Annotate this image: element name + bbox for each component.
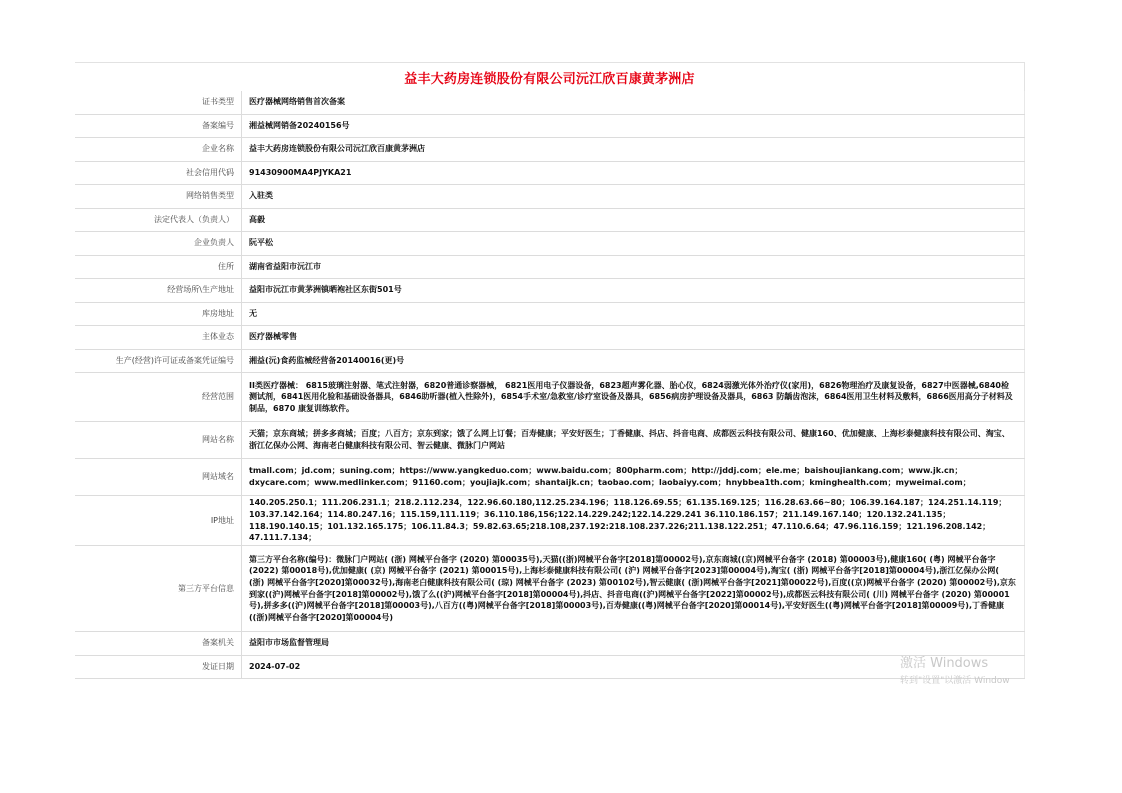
field-label: 网络销售类型 [75,185,242,209]
field-label: 发证日期 [75,655,242,679]
row-warehouse-address [75,302,1025,326]
field-label: 经营场所\生产地址 [75,279,242,303]
row-business-scope [75,373,1025,422]
field-value: tmall.com；jd.com；suning.com；https://www.yangkeduo.com；www.baidu.com；800pharm.com；http://jddj.com；ele.me；baishoujiankang.com；www.jk.cn；dxycare.com；www.medlinker.com；91160.com；youjiajk.com；shantaijk.cn；taobao.com；laobaiyy.com；hnybbea1th.com；kminghealth.com；myweimai.com； [242,459,1025,496]
field-label: 法定代表人（负责人） [75,208,242,232]
row-enterprise-head [75,232,1025,256]
row-record-number [75,114,1025,138]
field-value: 第三方平台名称(编号)：微脉门户网站( (浙) 网械平台备字 (2020) 第00035号),天猫((浙)网械平台备字[2018]第00002号),京东商城((京)网械平台备字 (2018) 第00003号),健康160( (粤) 网械平台备字 (2022) 第00018号),优加健康( (京) 网械平台备字 (2021) 第00015号),上海杉泰健康科技有限公司( (沪) 网械平台备字[2023]第00004号),淘宝( (浙) 网械平台备字[2018]第00004号),浙江亿保办公网( (浙) 网械平台备字[2020]第00032号),海南老白健康科技有限公司( (琼) 网械平台备字 (2023) 第00102号),智云健康( (浙)网械平台备字[2021]第00022号),百度((京)网械平台备字 (2020) 第00002号),京东到家((沪)网械平台备字[2018]第00002号),饿了么((沪)网械平台备字[2018]第00004号),抖店、抖音电商((沪)网械平台备字[2022]第00002号),成都医云科技有限公司( (川) 网械平台备字 (2020) 第00001号),拼多多((沪)网械平台备字[2018]第00003号),八百方((粤)网械平台备字[2018]第00003号),百寿健康((粤)网械平台备字[2020]第00014号),平安好医生((粤)网械平台备字[2018]第00009号),丁香健康((浙)网械平台备字[2020]第00004号) [242,546,1025,632]
row-business-address [75,279,1025,303]
row-third-party-platforms [75,546,1025,632]
field-label: 经营范围 [75,373,242,422]
row-domicile [75,255,1025,279]
field-label: 网站域名 [75,459,242,496]
row-ip-addresses [75,496,1025,546]
watermark-line2: 转到"设置"以激活 Window [900,676,1010,686]
field-value: 医疗器械网络销售首次备案 [242,91,1025,114]
field-value: 湘益械网销备20240156号 [242,114,1025,138]
row-website-domains [75,459,1025,496]
field-value: 入驻类 [242,185,1025,209]
field-label: 企业负责人 [75,232,242,256]
field-value: 益阳市沅江市黄茅洲镇晒袍社区东街501号 [242,279,1025,303]
row-company-name [75,138,1025,162]
field-value: 高毅 [242,208,1025,232]
field-label: IP地址 [75,496,242,546]
field-label: 证书类型 [75,91,242,114]
field-label: 主体业态 [75,326,242,350]
row-license-number [75,349,1025,373]
field-label: 网站名称 [75,422,242,459]
field-value: 益阳市市场监督管理局 [242,632,1025,656]
page-title: 益丰大药房连锁股份有限公司沅江欣百康黄茅洲店 [404,71,695,87]
field-value: II类医疗器械： 6815玻璃注射器、笔式注射器，6820普通诊察器械， 6821医用电子仪器设备，6823超声雾化器、胎心仪，6824弱激光体外治疗仪(家用)，6826物理治疗及康复设备，6827中医器械,6840检测试剂，6841医用化验和基础设备器具，6846助听器(植入性除外)，6854手术室/急救室/诊疗室设备及器具，6856病房护理设备及器具，6863 防龋齿泡沫，6864医用卫生材料及敷料，6866医用高分子材料及制品，6870 康复训练软件。 [242,373,1025,422]
record-sheet [75,62,1025,679]
row-issue-date [75,655,1025,679]
field-value: 医疗器械零售 [242,326,1025,350]
field-value: 益丰大药房连锁股份有限公司沅江欣百康黄茅洲店 [242,138,1025,162]
watermark-line1: 激活 Windows [900,656,989,671]
row-record-authority [75,632,1025,656]
field-label: 备案编号 [75,114,242,138]
row-business-format [75,326,1025,350]
row-certificate-type [75,91,1025,114]
field-value: 91430900MA4PJYKA21 [242,161,1025,185]
field-value: 湘益(沅)食药监械经营备20140016(更)号 [242,349,1025,373]
field-value: 湖南省益阳市沅江市 [242,255,1025,279]
row-sales-type [75,185,1025,209]
record-table [75,91,1025,679]
row-website-names [75,422,1025,459]
field-label: 生产(经营)许可证或备案凭证编号 [75,349,242,373]
field-label: 库房地址 [75,302,242,326]
field-label: 住所 [75,255,242,279]
field-value: 阮平松 [242,232,1025,256]
row-credit-code [75,161,1025,185]
field-value: 天猫；京东商城；拼多多商城；百度；八百方；京东到家；饿了么网上订餐；百寿健康；平安好医生；丁香健康、抖店、抖音电商、成都医云科技有限公司、健康160、优加健康、上海杉泰健康科技有限公司、淘宝、浙江亿保办公网、海南老白健康科技有限公司、智云健康、微脉门户网站 [242,422,1025,459]
field-label: 第三方平台信息 [75,546,242,632]
field-label: 企业名称 [75,138,242,162]
field-label: 社会信用代码 [75,161,242,185]
field-value: 2024-07-02 [242,655,1025,679]
field-value: 140.205.250.1；111.206.231.1；218.2.112.234，122.96.60.180,112.25.234.196；118.126.69.55；61.135.169.125；116.28.63.66~80；106.39.164.187；124.251.14.119；103.37.142.164；114.80.247.16；115.159,111.119；36.110.186,156;122.14.229.242;122.14.229.241 36.110.186.157；211.149.167.140；120.132.241.135；118.190.140.15；101.132.165.175；106.11.84.3；59.82.63.65;218.108,237.192:218.108.237.226;211.138.122.251；47.110.6.64；47.96.116.159；121.196.208.142；47.111.7.134； [242,496,1025,546]
row-legal-representative [75,208,1025,232]
title-row [75,62,1025,91]
field-value: 无 [242,302,1025,326]
field-label: 备案机关 [75,632,242,656]
